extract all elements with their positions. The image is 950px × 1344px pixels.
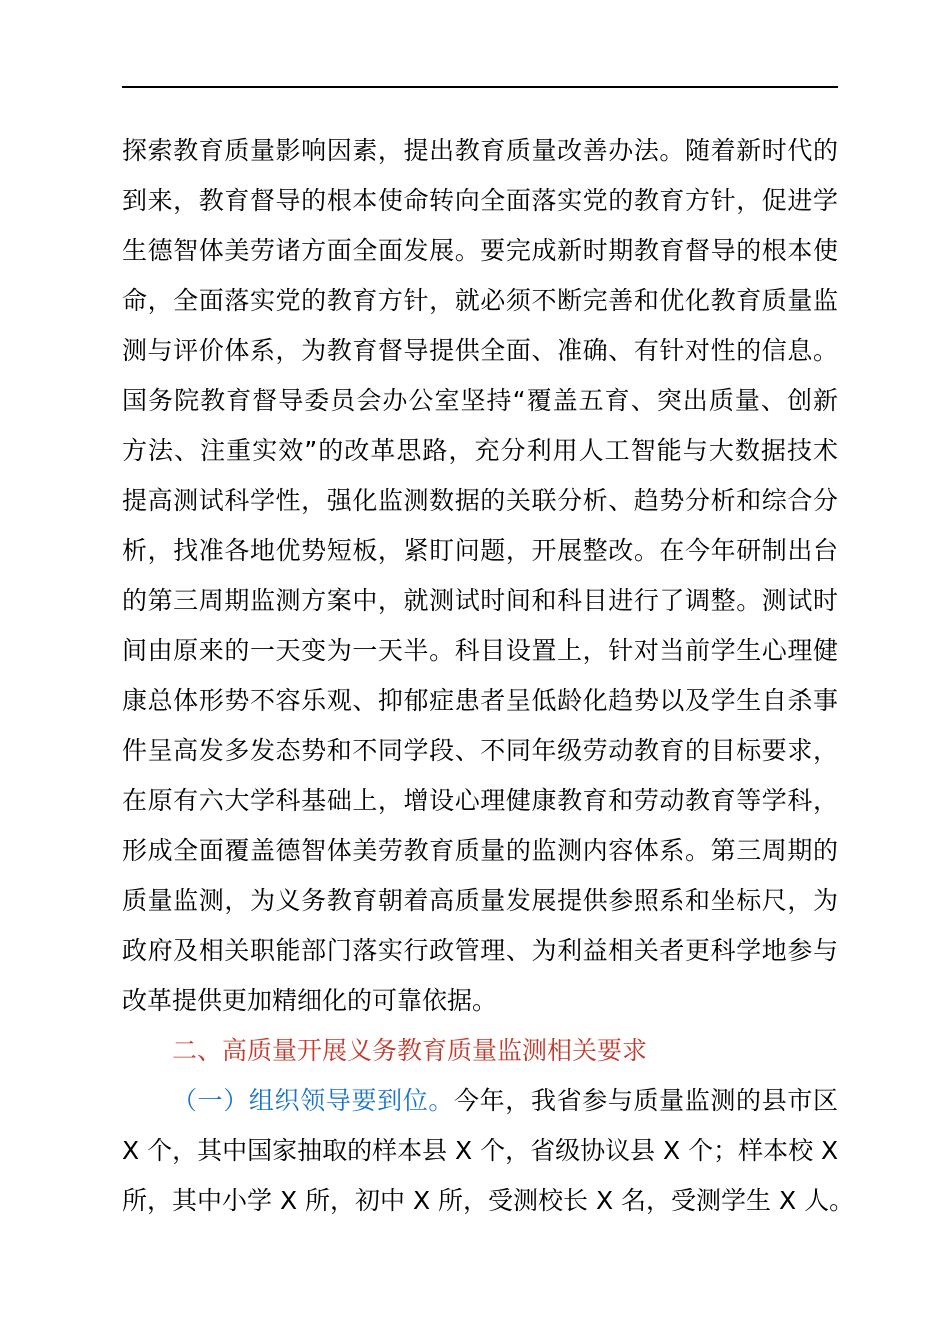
section-heading: 二、高质量开展义务教育质量监测相关要求 <box>172 1036 648 1065</box>
text-line: 国务院教育督导委员会办公室坚持“覆盖五育、突出质量、创新 <box>122 386 838 415</box>
text-line: 析，找准各地优势短板，紧盯问题，开展整改。在今年研制出台 <box>122 536 838 565</box>
text-line: 改革提供更加精细化的可靠依据。 <box>122 986 498 1015</box>
text-line: 间由原来的一天变为一天半。科目设置上，针对当前学生心理健 <box>122 636 838 665</box>
text-line: 件呈高发多发态势和不同学段、不同年级劳动教育的目标要求， <box>122 736 838 765</box>
text-line: 方法、注重实效”的改革思路，充分利用人工智能与大数据技术 <box>122 436 838 465</box>
text-line: 的第三周期监测方案中，就测试时间和科目进行了调整。测试时 <box>122 586 838 615</box>
text-line: 质量监测，为义务教育朝着高质量发展提供参照系和坐标尺，为 <box>122 886 838 915</box>
subsection-first-line-text: 今年，我省参与质量监测的县市区 <box>454 1086 838 1115</box>
text-line: 到来，教育督导的根本使命转向全面落实党的教育方针，促进学 <box>122 186 838 215</box>
header-rule <box>122 86 838 88</box>
text-line: 康总体形势不容乐观、抑郁症患者呈低龄化趋势以及学生自杀事 <box>122 686 838 715</box>
text-line: 所，其中小学 X 所，初中 X 所，受测校长 X 名，受测学生 X 人。 <box>122 1186 855 1215</box>
subsection-title: （一）组织领导要到位。 <box>172 1086 455 1115</box>
paragraph-2 <box>122 1076 855 1226</box>
text-line: 提高测试科学性，强化监测数据的关联分析、趋势分析和综合分 <box>122 486 838 515</box>
text-line: 生德智体美劳诸方面全面发展。要完成新时期教育督导的根本使 <box>122 236 838 265</box>
text-line: 政府及相关职能部门落实行政管理、为利益相关者更科学地参与 <box>122 936 838 965</box>
text-line: X 个，其中国家抽取的样本县 X 个，省级协议县 X 个；样本校 X <box>122 1136 839 1165</box>
text-line: 形成全面覆盖德智体美劳教育质量的监测内容体系。第三周期的 <box>122 836 838 865</box>
document-body <box>122 126 855 1226</box>
text-line: 命，全面落实党的教育方针，就必须不断完善和优化教育质量监 <box>122 286 838 315</box>
paragraph-1 <box>122 126 838 1026</box>
text-line: 测与评价体系，为教育督导提供全面、准确、有针对性的信息。 <box>122 336 838 365</box>
text-line <box>122 1076 838 1126</box>
text-line: 在原有六大学科基础上，增设心理健康教育和劳动教育等学科， <box>122 786 838 815</box>
text-line: 探索教育质量影响因素，提出教育质量改善办法。随着新时代的 <box>122 136 838 165</box>
